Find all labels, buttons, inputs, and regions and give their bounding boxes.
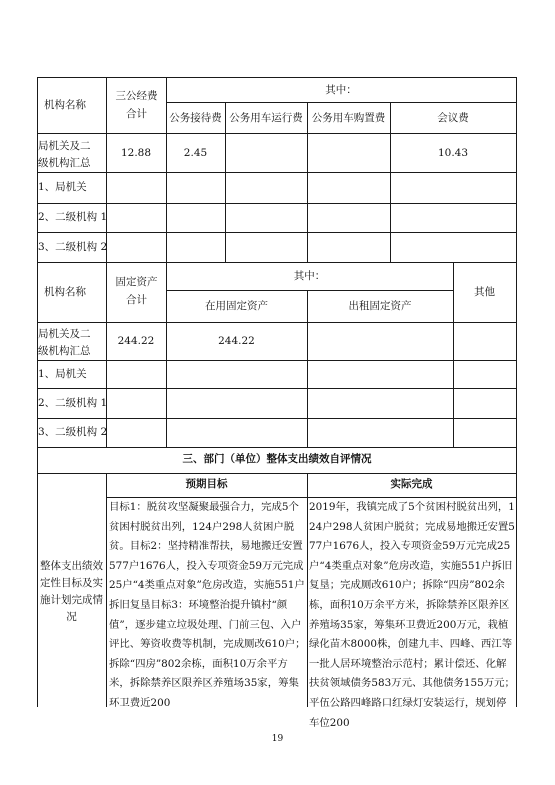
t1-subheader-reception: 公务接待费 [169, 112, 222, 124]
t1-subheader-car-buy: 公务用车购置费 [311, 112, 386, 124]
t1-row2-name: 2、二级机构 1 [38, 211, 108, 223]
t2-header-total-line2: 合计 [126, 294, 147, 306]
t2-row1-name: 1、局机关 [38, 368, 87, 380]
t1-subheader-meeting: 会议费 [437, 112, 469, 124]
t1-row0-reception: 2.45 [183, 147, 208, 159]
t1-row0-name-line1: 局机关及二 [38, 140, 91, 152]
t1-header-org: 机构名称 [44, 99, 86, 111]
t1-header-total-line1: 三公经费 [115, 90, 158, 102]
t1-row1-name: 1、局机关 [38, 181, 87, 193]
t2-header-org: 机构名称 [44, 286, 86, 298]
t1-header-among: 其中： [325, 84, 357, 96]
section-title: 三、部门（单位）整体支出绩效自评情况 [182, 453, 372, 465]
t2-row0-total: 244.22 [117, 335, 155, 347]
t1-row0-total: 12.88 [120, 147, 152, 159]
left-label-line2: 定性目标及实 [40, 577, 103, 589]
left-label-line1: 整体支出绩效 [40, 560, 103, 572]
t1-row0-meeting: 10.43 [437, 147, 469, 159]
t2-row2-name: 2、二级机构 1 [38, 397, 108, 409]
t2-header-total-line1: 固定资产 [115, 276, 158, 288]
t2-row0-name-line1: 局机关及二 [38, 328, 91, 340]
t2-row0-name-line2: 级机构汇总 [38, 345, 91, 357]
page-number: 19 [271, 734, 284, 744]
t1-row0-name-line2: 级机构汇总 [38, 157, 91, 169]
t1-subheader-car-run: 公务用车运行费 [229, 112, 303, 124]
expected-text: 目标1：脱贫攻坚凝聚最强合力，完成5个贫困村脱贫出列，124户298人贫困户脱贫。目标2：坚持精准帮扶，易地搬迁安置577户1676人，投入专项资金59万元完成25户“4类重点对象”危房改造，实施551户拆旧复垦目标3：环境整治提升镇村“颜值”，逐步建立垃圾处理、门前三包、入户评比、筹资收费等机制，完成厕改610户；拆除“四房”802余栋，面积10万余平方米，拆除禁养区限养区养殖场35家，筹集环卫费近200 [109, 501, 306, 709]
t2-row0-in-use: 244.22 [218, 335, 255, 347]
t1-row3-name: 3、二级机构 2 [38, 241, 108, 253]
t1-header-total-line2: 合计 [126, 108, 147, 120]
t2-subheader-in-use: 在用固定资产 [205, 300, 268, 312]
t2-header-among: 其中： [293, 270, 326, 282]
t2-subheader-rented: 出租固定资产 [348, 300, 412, 312]
left-label-line3: 施计划完成情 [40, 594, 103, 606]
left-label-line4: 况 [66, 611, 77, 623]
actual-text: 2019年，我镇完成了5个贫困村脱贫出列，124户298人贫困户脱贫；完成易地搬迁安置577户1676人，投入专项资金59万元完成25户“4类重点对象”危房改造，实施551户拆旧复垦；完成厕改610户；拆除“四房”802余栋，面积10万余平方米，拆除禁养区限养区养殖场35家，筹集环卫费近200万元，栽植绿化苗木8000株，创建九丰、四峰、西江等一批人居环境整治示范村；累计偿还、化解扶贫领域债务583万元、其他债务155万元；平伍公路四峰路口红绿灯安装运行，规划停车位200 [309, 501, 515, 729]
t2-row3-name: 3、二级机构 2 [38, 426, 108, 438]
col-actual-header: 实际完成 [390, 478, 433, 490]
t2-header-other: 其他 [474, 286, 495, 298]
col-expected-header: 预期目标 [185, 478, 228, 490]
